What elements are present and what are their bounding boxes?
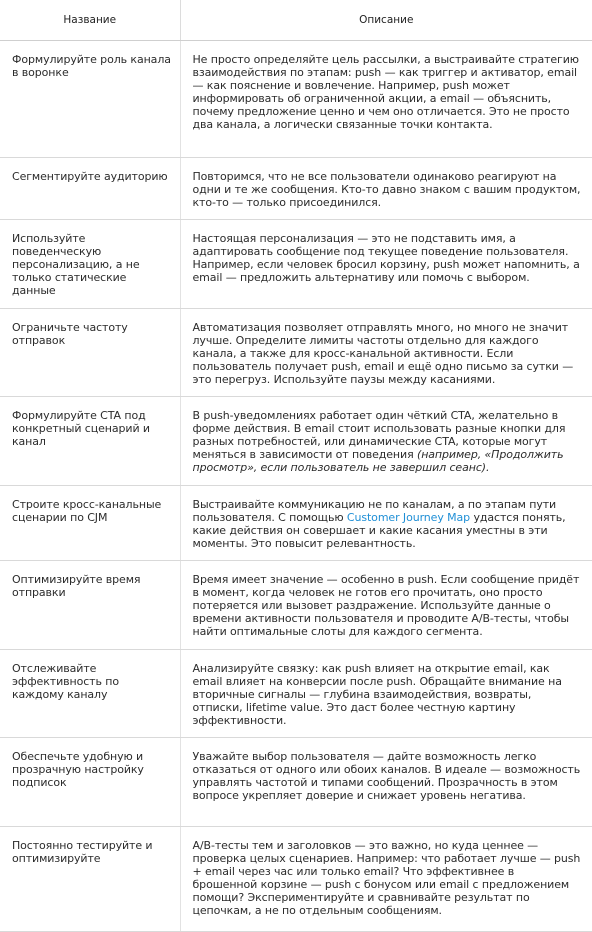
column-header-description: Описание xyxy=(180,0,592,41)
row-description: Время имеет значение — особенно в push. Если сообщение придёт в момент, когда человек не готов его прочитать, оно просто потеряется или вызовет раздражение. Используйте данные о времени активности пользователя и проводите A/B-тесты, чтобы найти оптимальные слоты для каждого сегмента. xyxy=(180,561,592,650)
table-row xyxy=(0,309,592,397)
row-name: Постоянно тестируйте и оптимизируйте xyxy=(0,827,180,932)
row-name: Формулируйте CTA под конкретный сценарий и канал xyxy=(0,397,180,486)
row-description: Повторимся, что не все пользователи одинаково реагируют на одни и те же сообщения. Кто-то давно знаком с вашим продуктом, кто-то — только присоединился. xyxy=(180,158,592,220)
row-description xyxy=(180,486,592,561)
row-description-text: В push-уведомлениях работает один чёткий CTA, желательно в форме действия. В email стоит использовать разные кнопки для разных потребностей, или динамические CTA, которые могут меняться в зависимости от поведения xyxy=(192,409,566,461)
row-description: Автоматизация позволяет отправлять много, но много не значит лучше. Определите лимиты частоты отдельно для каждого канала, а также для кросс-канальной активности. Если пользователь получает push, email и ещё одно письмо за сутки — это перегруз. Используйте паузы между касаниями. xyxy=(180,309,592,397)
table-row xyxy=(0,650,592,738)
row-description: Уважайте выбор пользователя — дайте возможность легко отказаться от одного или обоих каналов. В идеале — возможность управлять частотой и типами сообщений. Прозрачность в этом вопросе укрепляет доверие и снижает уровень негатива. xyxy=(180,738,592,827)
table-row xyxy=(0,561,592,650)
row-description-text-after: удастся понять, какие действия он совершает и какие касания уместны в эти моменты. Это повысит релевантность. xyxy=(192,511,566,550)
table-header-row xyxy=(0,0,592,41)
table-row xyxy=(0,738,592,827)
table-row xyxy=(0,41,592,158)
row-name: Строите кросс-канальные сценарии по CJM xyxy=(0,486,180,561)
row-description: Настоящая персонализация — это не подставить имя, а адаптировать сообщение под текущее поведение пользователя. Например, если человек бросил корзину, push может напомнить, а email — предложить альтернативу или помочь с выбором. xyxy=(180,220,592,309)
row-description-example: (например, «Продолжить просмотр», если пользователь не завершил сеанс). xyxy=(192,448,564,474)
row-name: Ограничьте частоту отправок xyxy=(0,309,180,397)
row-name: Отслеживайте эффективность по каждому каналу xyxy=(0,650,180,738)
row-description: A/B-тесты тем и заголовков — это важно, но куда ценнее — проверка целых сценариев. Например: что работает лучше — push + email через час или только email? Что эффективнее в брошенной корзине — push с бонусом или email с предложением помощи? Экспериментируйте и сравнивайте результат по цепочкам, а не по отдельным сообщениям. xyxy=(180,827,592,932)
row-name: Сегментируйте аудиторию xyxy=(0,158,180,220)
table-row xyxy=(0,397,592,486)
table-row xyxy=(0,158,592,220)
table-row xyxy=(0,486,592,561)
row-description-text: Выстраивайте коммуникацию не по каналам, а по этапам пути пользователя. С помощью xyxy=(192,498,557,524)
table-row xyxy=(0,827,592,932)
row-description: Не просто определяйте цель рассылки, а выстраивайте стратегию взаимодействия по этапам: push — как триггер и активатор, email — как пояснение и вовлечение. Например, push может информировать об ограниченной акции, а email — объяснить, почему предложение ценно и чем оно отличается. Это не просто два канала, а логически связанные точки контакта. xyxy=(180,41,592,158)
cjm-link[interactable]: Customer Journey Map xyxy=(346,511,471,524)
row-name: Оптимизируйте время отправки xyxy=(0,561,180,650)
row-description xyxy=(180,397,592,486)
row-name: Формулируйте роль канала в воронке xyxy=(0,41,180,158)
row-description: Анализируйте связку: как push влияет на открытие email, как email влияет на конверсии после push. Обращайте внимание на вторичные сигналы — глубина взаимодействия, возвраты, отписки, lifetime value. Это даст более честную картину эффективности. xyxy=(180,650,592,738)
row-name: Обеспечьте удобную и прозрачную настройку подписок xyxy=(0,738,180,827)
table-row xyxy=(0,220,592,309)
row-name: Используйте поведенческую персонализацию, а не только статические данные xyxy=(0,220,180,309)
column-header-name: Название xyxy=(0,0,180,41)
